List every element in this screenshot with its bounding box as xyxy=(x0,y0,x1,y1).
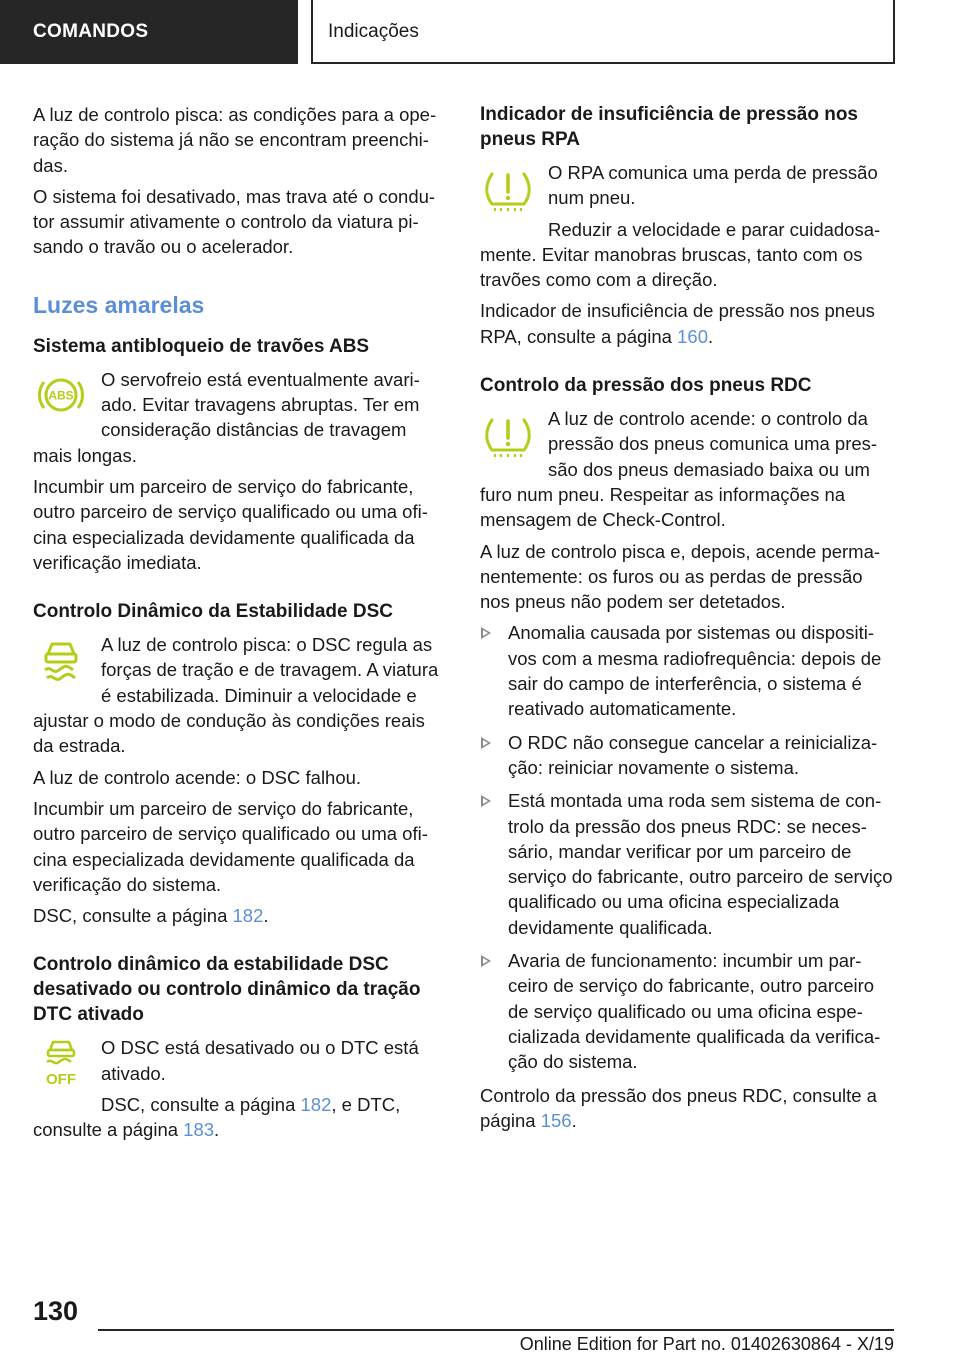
page-link[interactable]: 156 xyxy=(540,1109,572,1131)
dsc-skid-icon xyxy=(35,634,87,686)
paragraph: O DSC está desativado ou o DTC está ativado. xyxy=(101,1037,419,1084)
abs-warning-icon xyxy=(35,369,87,421)
paragraph: A luz de controlo pisca: as condições para a operação do sistema já não se encontram preenchidas. xyxy=(33,104,437,176)
list-item: Está montada uma roda sem sistema de controlo da pressão dos pneus RDC: se necessário, mandar verificar por um parceiro de serviço do fabricante, outro parceiro de serviço qualificado ou uma oficina especializada devidamente qualificada. xyxy=(480,788,894,940)
dsc-off-icon xyxy=(35,1037,87,1089)
paragraph: O sistema foi desativado, mas trava até o condutor assumir ativamente o controlo da viatura pisando o travão ou o acelerador. xyxy=(33,185,436,258)
dsc-block xyxy=(33,632,445,764)
paragraph: O RPA comunica uma perda de pressão num pneu. xyxy=(548,162,878,209)
abs-heading: Sistema antibloqueio de travões ABS xyxy=(33,335,370,357)
dsc-off-block xyxy=(33,1035,445,1148)
paragraph: A luz de controlo pisca e, depois, acende permanentemente: os furos ou as perdas de pressão nos pneus não podem ser detetados. xyxy=(480,540,881,613)
abs-block xyxy=(33,367,445,474)
page-number: 130 xyxy=(33,1296,79,1326)
rpa-heading: Indicador de insuficiência de pressão nos pneus RPA xyxy=(480,104,858,150)
header-chapter-label: Indicações xyxy=(311,0,895,64)
triangle-bullet-icon xyxy=(481,627,491,639)
svg-text:OFF: OFF xyxy=(46,1071,76,1089)
page-link[interactable]: 183 xyxy=(183,1119,215,1141)
triangle-bullet-icon xyxy=(481,795,491,807)
page-reference: Controlo da pressão dos pneus RDC, consulte a página 156. xyxy=(480,1084,877,1131)
tire-pressure-icon xyxy=(482,408,534,460)
paragraph: Reduzir a velocidade e parar cuidadosamente. Evitar manobras bruscas, tanto com os travões como com a direção. xyxy=(480,218,881,291)
paragraph: A luz de controlo acende: o controlo da pressão dos pneus comunica uma pressão dos pneus demasiado baixa ou um furo num pneu. Respeitar as informações na mensagem de Check-Control. xyxy=(480,408,878,531)
page-link[interactable]: 160 xyxy=(677,325,708,347)
rdc-heading: Controlo da pressão dos pneus RDC xyxy=(480,375,812,397)
paragraph: O servofreio está eventualmente avariado. Evitar travagens abruptas. Ter em consideração distâncias de travagem mais longas. xyxy=(33,368,420,466)
header-section-label: COMANDOS xyxy=(0,0,298,64)
rdc-block xyxy=(480,406,894,538)
paragraph: A luz de controlo acende: o DSC falhou. xyxy=(33,766,362,788)
paragraph: Incumbir um parceiro de serviço do fabricante, outro parceiro de serviço qualificado ou uma oficina especializada devidamente qualificada da verificação imediata. xyxy=(33,475,428,573)
page-header xyxy=(0,0,960,66)
triangle-bullet-icon xyxy=(481,955,491,967)
dsc-off-heading: Controlo dinâmico da estabilidade DSC desativado ou controlo dinâmico da tração DTC ativado xyxy=(33,954,421,1026)
left-column xyxy=(33,102,445,1149)
bullet-list xyxy=(480,620,894,1074)
list-item: Anomalia causada por sistemas ou dispositivos com a mesma radiofrequência: depois de sair do campo de interferência, o sistema é reativado automaticamente. xyxy=(480,620,894,721)
paragraph: A luz de controlo pisca: o DSC regula as forças de tração e de travagem. A viatura é estabilizada. Diminuir a velocidade e ajustar o modo de condução às condições reais da estrada. xyxy=(33,634,439,757)
dsc-heading: Controlo Dinâmico da Estabilidade DSC xyxy=(33,601,393,623)
footer-divider xyxy=(98,1329,894,1331)
page-reference: DSC, consulte a página 182. xyxy=(33,905,269,927)
page-reference: Indicador de insuficiência de pressão nos pneus RPA, consulte a página 160. xyxy=(480,300,875,347)
footer-edition: Online Edition for Part no. 01402630864 - X/19 xyxy=(519,1334,894,1354)
page-link[interactable]: 182 xyxy=(232,905,264,927)
section-title: Luzes amarelas xyxy=(33,291,205,318)
paragraph: Incumbir um parceiro de serviço do fabricante, outro parceiro de serviço qualificado ou uma oficina especializada devidamente qualificada da verificação do sistema. xyxy=(33,797,428,895)
svg-text:ABS: ABS xyxy=(48,388,74,403)
page-reference: DSC, consulte a página 182, e DTC, consulte a página 183. xyxy=(33,1094,401,1141)
list-item: O RDC não consegue cancelar a reinicialização: reiniciar novamente o sistema. xyxy=(480,730,894,781)
list-item: Avaria de funcionamento: incumbir um parceiro de serviço do fabricante, outro parceiro de serviço qualificado ou uma oficina especializada devidamente qualificada da verificação do sistema. xyxy=(480,948,894,1074)
rpa-block xyxy=(480,160,894,298)
triangle-bullet-icon xyxy=(481,737,491,749)
page-link[interactable]: 182 xyxy=(300,1094,332,1116)
tire-pressure-icon xyxy=(482,162,534,214)
right-column xyxy=(480,102,894,1139)
